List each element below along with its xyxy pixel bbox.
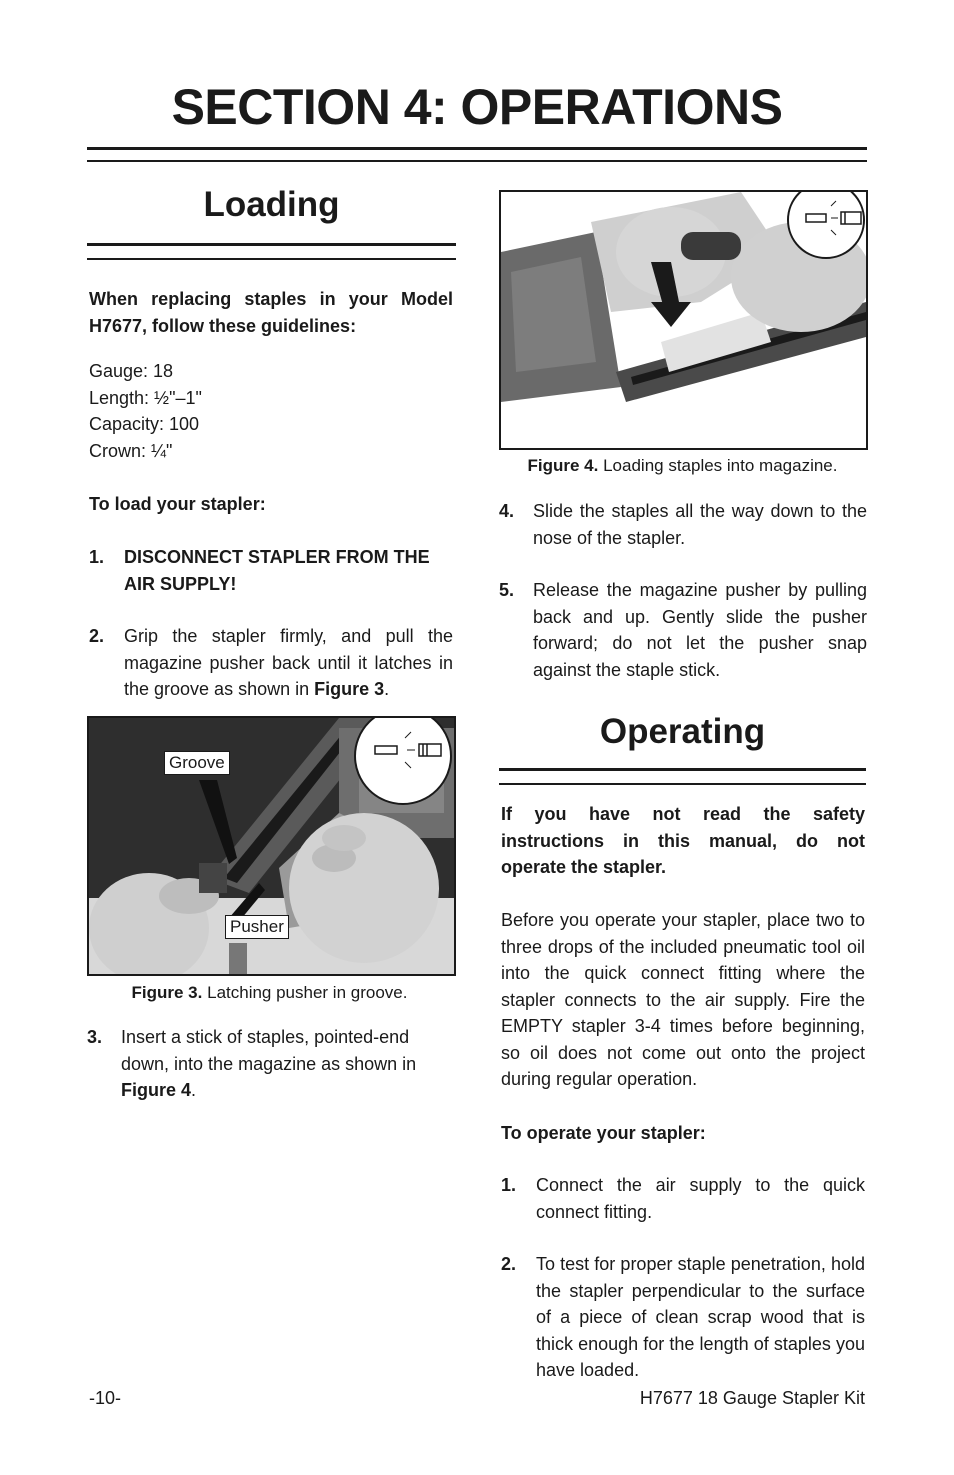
loading-rule-bottom <box>87 258 456 260</box>
step-text: Grip the stapler firmly, and pull the magazine pusher back until it latches in the groove as shown in <box>124 626 453 699</box>
step-text: DISCONNECT STAPLER FROM THE AIR SUPPLY! <box>124 547 430 594</box>
caption-text: Latching pusher in groove. <box>207 983 408 1002</box>
caption-text: Loading staples into magazine. <box>603 456 838 475</box>
spec-gauge: Gauge: 18 <box>89 361 174 381</box>
caption-label: Figure 4. <box>527 456 599 475</box>
figure-3-caption <box>87 983 452 1003</box>
title-rule-bottom <box>87 160 867 162</box>
figure-4-illustration <box>501 192 866 448</box>
load-heading: To load your stapler: <box>89 494 266 514</box>
step-number: 2. <box>89 626 105 646</box>
loading-intro: When replacing staples in your Model H7677, follow these guidelines: <box>89 289 453 336</box>
step-text: Connect the air supply to the quick connect fitting. <box>536 1175 865 1222</box>
operating-heading: Operating <box>599 712 766 751</box>
spec-capacity: Capacity: 100 <box>89 414 200 434</box>
spec-crown: Crown: ¼" <box>89 440 173 461</box>
loading-heading: Loading <box>203 185 340 224</box>
operate-heading: To operate your stapler: <box>501 1123 706 1143</box>
groove-label: Groove <box>164 751 230 775</box>
step-number: 1. <box>89 547 105 567</box>
title-rule-top <box>87 147 867 150</box>
step-text: To test for proper staple penetration, hold the stapler perpendicular to the surface of a piece of clean scrap wood that is thick enough for the length of staples you have loaded. <box>536 1254 865 1380</box>
page-number: -10- <box>89 1388 122 1408</box>
operating-paragraph: Before you operate your stapler, place two to three drops of the included pneumatic tool oil into the quick connect fitting where the stapler connects to the air supply. Fire the EMPTY stapler 3-4 times before beginning, so oil does not come out onto the project during regular operation. <box>501 910 865 1089</box>
step-text: Release the magazine pusher by pulling back and up. Gently slide the pusher forward; do not let the pusher snap against the staple stick. <box>533 580 867 680</box>
footer-product: H7677 18 Gauge Stapler Kit <box>639 1388 865 1408</box>
section-title: SECTION 4: OPERATIONS <box>171 79 783 135</box>
figure-ref: Figure 4 <box>121 1080 192 1100</box>
loading-rule-top <box>87 243 456 246</box>
operating-rule-top <box>499 768 866 771</box>
step-text-wrap: Grip the stapler firmly, and pull the magazine pusher back until it latches in the groove as shown in Figure 3. <box>124 626 453 699</box>
step-number: 2. <box>501 1254 517 1274</box>
operating-rule-bottom <box>499 783 866 785</box>
pusher-label: Pusher <box>225 915 289 939</box>
spec-length: Length: ½"–1" <box>89 387 202 408</box>
operating-warning: If you have not read the safety instructions in this manual, do not operate the stapler. <box>501 804 865 877</box>
step-number: 5. <box>499 580 515 600</box>
step-text: Insert a stick of staples, pointed-end down, into the magazine as shown in <box>121 1027 417 1074</box>
caption-label: Figure 3. <box>131 983 203 1002</box>
figure-4-image <box>499 190 868 450</box>
step-number: 3. <box>87 1027 103 1047</box>
figure-3-image <box>87 716 456 976</box>
step-number: 4. <box>499 501 515 521</box>
figure-4-caption <box>499 456 866 476</box>
step-text-wrap: Insert a stick of staples, pointed-end down, into the magazine as shown in Figure 4. <box>121 1027 417 1100</box>
spec-list <box>89 358 453 464</box>
step-number: 1. <box>501 1175 517 1195</box>
step-text: Slide the staples all the way down to the nose of the stapler. <box>533 501 867 548</box>
figure-ref: Figure 3 <box>314 679 385 699</box>
